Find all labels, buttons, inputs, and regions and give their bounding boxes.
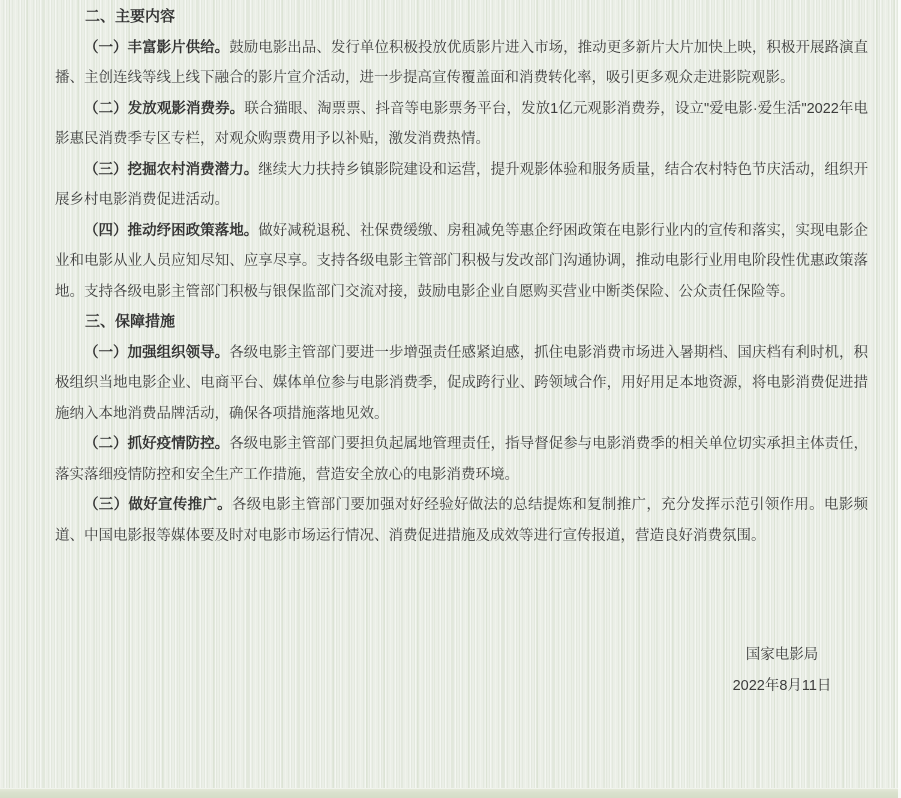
paragraph-lead: （二）发放观影消费券。 [84,100,245,117]
paragraph-lead: （二）抓好疫情防控。 [84,436,230,452]
paragraph-lead: （四）推动纾困政策落地。 [84,222,259,239]
signature-date: 2022年8月11日 [732,677,832,694]
paragraph-lead: （一）加强组织领导。 [84,344,230,361]
policy-paragraph [55,490,868,551]
paragraph-text: 做好减税退税、社保费缓缴、房租减免等惠企纾困政策在电影行业内的宣传和落实，实现电影企业和电影从业人员应知尽知、应享尽享。支持各级电影主管部门积极与发改部门沟通协调，推动电影行业用电阶段性优惠政策落地。支持各级电影主管部门积极与银保监部门交流对接，鼓励电影企业自愿购买营业中断类保险、公众责任保险等。 [55,222,869,300]
paragraph-text: 联合猫眼、淘票票、抖音等电影票务平台，发放1亿元观影消费券，设立"爱电影·爱生活"2022年电影惠民消费季专区专栏，对观众购票费用予以补贴，激发消费热情。 [55,100,869,147]
signature-block [682,640,882,701]
paragraph-text: 各级电影主管部门要担负起属地管理责任，指导督促参与电影消费季的相关单位切实承担主体责任，落实落细疫情防控和安全生产工作措施，营造安全放心的电影消费环境。 [55,436,869,483]
policy-paragraph [55,155,868,216]
paragraph-lead: （一）丰富影片供给。 [84,39,230,56]
paragraph-text: 各级电影主管部门要加强对好经验好做法的总结提炼和复制推广，充分发挥示范引领作用。电影频道、中国电影报等媒体要及时对电影市场运行情况、消费促进措施及成效等进行宣传报道，营造良好消费氛围。 [55,497,868,544]
section-heading-safeguards: 三、保障措施 [85,313,176,330]
policy-paragraph [55,33,868,94]
signature-issuer: 国家电影局 [745,647,819,663]
paragraph-lead: （三）做好宣传推广。 [84,497,232,513]
paragraph-lead: （三）挖掘农村消费潜力。 [84,161,259,178]
paragraph-text: 继续大力扶持乡镇影院建设和运营，提升观影体验和服务质量，结合农村特色节庆活动，组织开展乡村电影消费促进活动。 [55,161,869,208]
paragraph-text: 鼓励电影出品、发行单位积极投放优质影片进入市场，推动更多新片大片加快上映，积极开展路演直播、主创连线等线上线下融合的影片宣介活动，进一步提高宣传覆盖面和消费转化率，吸引更多观众走进影院观影。 [55,39,869,86]
policy-paragraph [55,94,868,155]
page-bottom-edge [0,788,901,798]
policy-paragraph [55,429,868,490]
section-heading-main-content: 二、主要内容 [85,8,176,25]
paragraph-text: 各级电影主管部门要进一步增强责任感紧迫感，抓住电影消费市场进入暑期档、国庆档有利时机，积极组织当地电影企业、电商平台、媒体单位参与电影消费季，促成跨行业、跨领域合作，用好用足本地资源，将电影消费促进措施纳入本地消费品牌活动，确保各项措施落地见效。 [55,344,869,422]
policy-paragraph [55,338,868,430]
policy-paragraph [55,216,868,308]
